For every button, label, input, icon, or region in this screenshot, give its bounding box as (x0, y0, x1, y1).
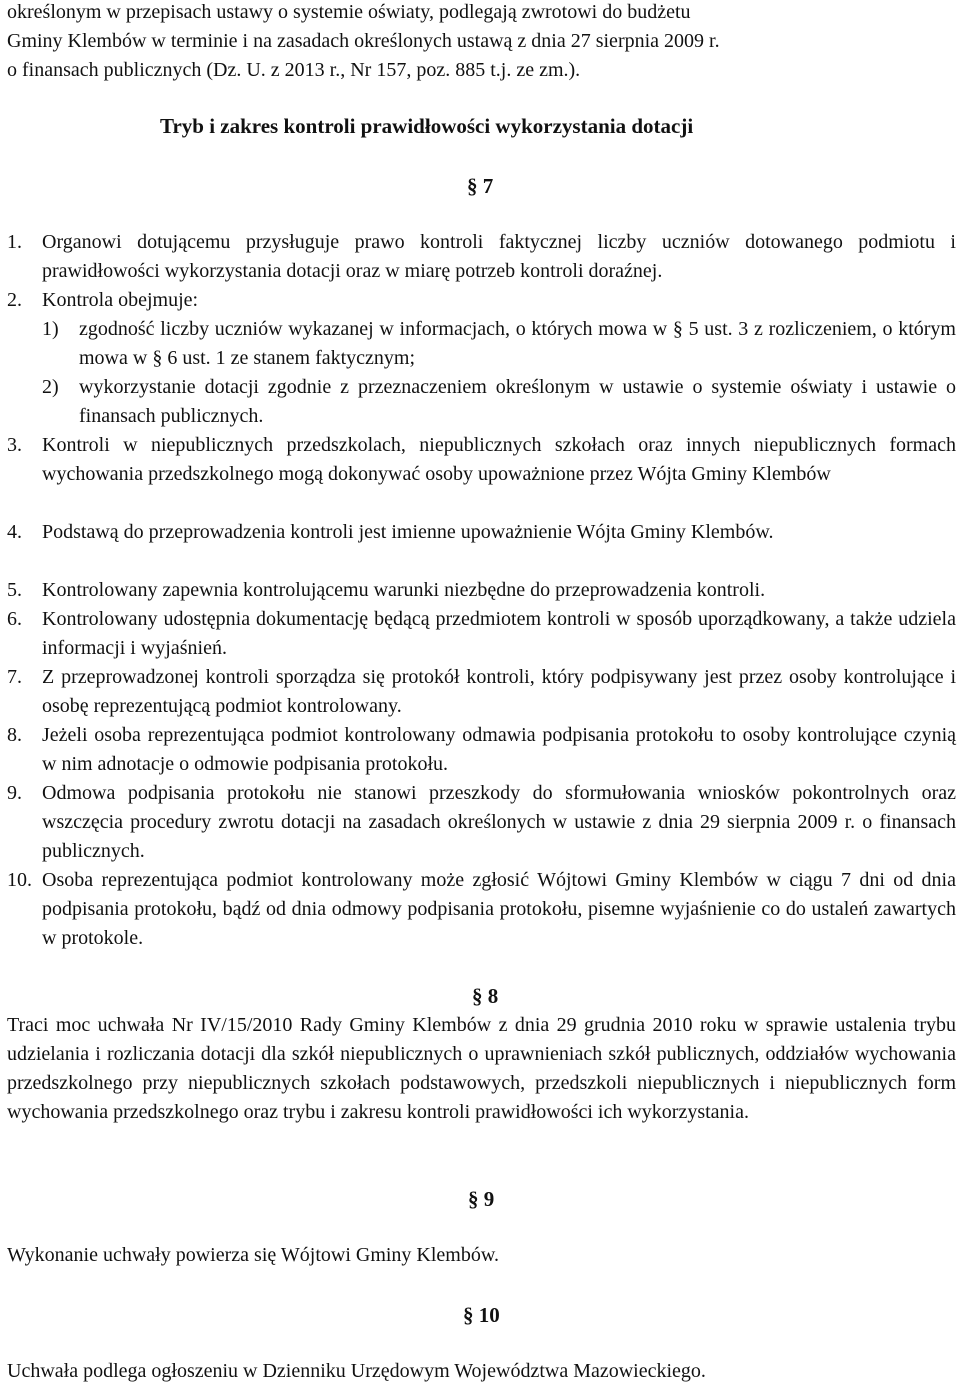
item-number: 5. (7, 579, 22, 601)
item-text: Kontroli w niepublicznych przedszkolach, niepublicznych szkołach oraz innych niepublicznych formach wychowania przedszkolnego mogą dokonywać osoby upoważnione przez Wójta Gminy Klembów (42, 434, 956, 485)
item-number: 9. (7, 782, 22, 804)
section-9-paragraph: Wykonanie uchwały powierza się Wójtowi Gminy Klembów. (7, 1244, 500, 1266)
subitem-number: 1) (42, 318, 59, 340)
item-number: 4. (7, 521, 22, 543)
item-number: 8. (7, 724, 22, 746)
item-number: 7. (7, 666, 22, 688)
section-9-heading: § 9 (468, 1187, 495, 1211)
intro-line: o finansach publicznych (Dz. U. z 2013 r., Nr 157, poz. 885 t.j. ze zm.). (7, 59, 581, 81)
item-number: 10. (7, 869, 32, 891)
item-text: Odmowa podpisania protokołu nie stanowi przeszkody do sformułowania wniosków pokontrolnych oraz wszczęcia procedury zwrotu dotacji na zasadach określonych w ustawie z dnia 29 sierpnia 2009 r. o finansach publicznych. (42, 782, 956, 862)
section-10-paragraph: Uchwała podlega ogłoszeniu w Dzienniku Urzędowym Województwa Mazowieckiego. (7, 1360, 706, 1382)
item-text: Osoba reprezentująca podmiot kontrolowany może zgłosić Wójtowi Gminy Klembów w ciągu 7 dni od dnia podpisania protokołu, bądź od dnia odmowy podpisania protokołu, pisemne wyjaśnienie co do ustaleń zawartych w protokole. (42, 869, 956, 949)
section-8-paragraph: Traci moc uchwała Nr IV/15/2010 Rady Gminy Klembów z dnia 29 grudnia 2010 roku w sprawie ustalenia trybu udzielania i rozliczania dotacji dla szkół niepublicznych o uprawnieniach szkół publicznych, oddziałów wychowania przedszkolnego przy niepublicznych szkołach podstawowych, przedszkoli niepublicznych i niepublicznych form wychowania przedszkolnego oraz trybu i zakresu kontroli prawidłowości ich wykorzystania. (7, 1014, 956, 1123)
intro-line: Gminy Klembów w terminie i na zasadach określonych ustawą z dnia 27 sierpnia 2009 r. (7, 30, 720, 52)
subitem-text: zgodność liczby uczniów wykazanej w informacjach, o których mowa w § 5 ust. 3 z rozliczeniem, o którym mowa w § 6 ust. 1 ze stanem faktycznym; (79, 318, 956, 369)
subitem-text: wykorzystanie dotacji zgodnie z przeznaczeniem określonym w ustawie o systemie oświaty i ustawie o finansach publicznych. (79, 376, 956, 427)
section-10-heading: § 10 (463, 1303, 500, 1327)
item-text: Jeżeli osoba reprezentująca podmiot kontrolowany odmawia podpisania protokołu to osoby kontrolujące czynią w nim adnotacje o odmowie podpisania protokołu. (42, 724, 956, 775)
item-text: Organowi dotującemu przysługuje prawo kontroli faktycznej liczby uczniów dotowanego podmiotu i prawidłowości wykorzystania dotacji oraz w miarę potrzeb kontroli doraźnej. (42, 231, 956, 282)
item-number: 6. (7, 608, 22, 630)
section-7-heading: § 7 (467, 174, 494, 198)
item-text: Kontrola obejmuje: (42, 289, 199, 311)
intro-paragraph (7, 0, 955, 85)
section-heading: Tryb i zakres kontroli prawidłowości wykorzystania dotacji (160, 114, 694, 138)
item-text: Kontrolowany zapewnia kontrolującemu warunki niezbędne do przeprowadzenia kontroli. (42, 579, 766, 601)
item-number: 3. (7, 434, 22, 456)
item-text: Kontrolowany udostępnia dokumentację będącą przedmiotem kontroli w sposób uporządkowany, a także udziela informacji i wyjaśnień. (42, 608, 956, 659)
intro-line: określonym w przepisach ustawy o systemie oświaty, podlegają zwrotowi do budżetu (7, 1, 691, 23)
item-text: Z przeprowadzonej kontroli sporządza się protokół kontroli, który podpisywany jest przez osoby kontrolujące i osobę reprezentującą podmiot kontrolowany. (42, 666, 956, 717)
item-number: 1. (7, 231, 22, 253)
subitem-number: 2) (42, 376, 59, 398)
item-text: Podstawą do przeprowadzenia kontroli jest imienne upoważnienie Wójta Gminy Klembów. (42, 521, 774, 543)
item-number: 2. (7, 289, 22, 311)
section-8-heading: § 8 (472, 984, 499, 1008)
